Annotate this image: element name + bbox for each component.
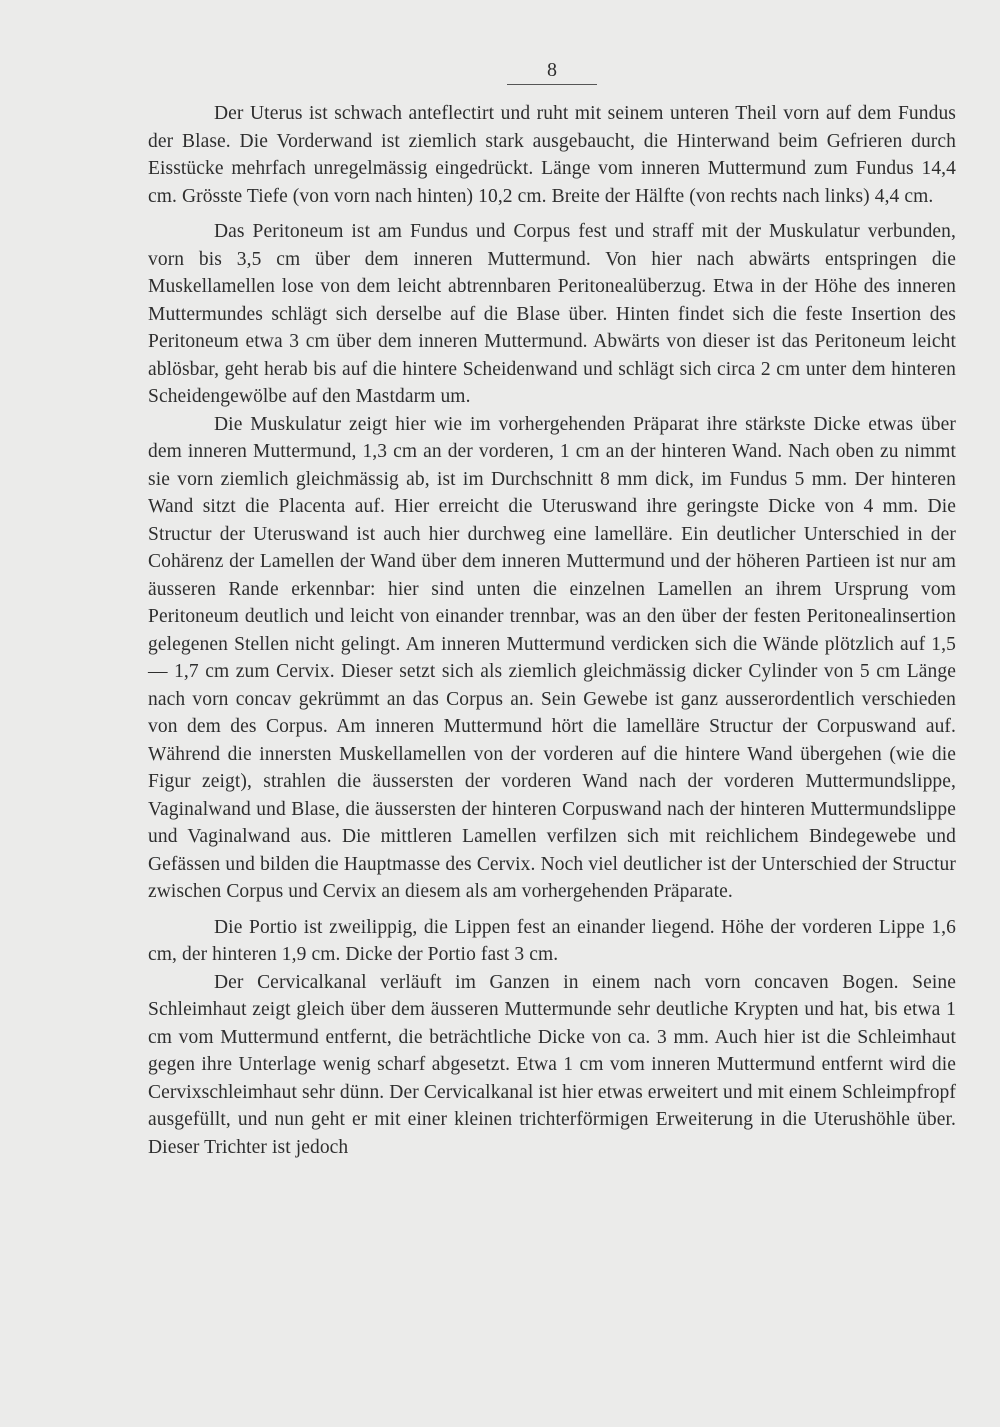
- body-text: [148, 100, 956, 1161]
- page-number: 8: [507, 58, 597, 85]
- paragraph-muskulatur: Die Muskulatur zeigt hier wie im vorhergehenden Präparat ihre stärkste Dicke etwas über dem inneren Muttermund, 1,3 cm an der vorderen, 1 cm an der hinteren Wand. Nach oben zu nimmt sie vorn ziemlich gleichmässig ab, ist im Durchschnitt 8 mm dick, im Fundus 5 mm. Der hinteren Wand sitzt die Placenta auf. Hier erreicht die Uteruswand ihre geringste Dicke von 4 mm. Die Structur der Uteruswand ist auch hier durchweg eine lamelläre. Ein deutlicher Unterschied in der Cohärenz der Lamellen der Wand über dem inneren Muttermund und der höheren Partieen ist nur am äusseren Rande erkennbar: hier sind unten die einzelnen Lamellen an ihrem Ursprung vom Peritoneum deutlich und leicht von einander trennbar, was an den über der festen Peritonealinsertion gelegenen Stellen nicht gelingt. Am inneren Muttermund verdicken sich die Wände plötzlich auf 1,5 — 1,7 cm zum Cervix. Dieser setzt sich als ziemlich gleichmässig dicker Cylinder von 5 cm Länge nach vorn concav gekrümmt an das Corpus an. Sein Gewebe ist ganz ausserordentlich verschieden von dem des Corpus. Am inneren Muttermund hört die lamelläre Structur der Corpuswand auf. Während die innersten Muskellamellen von der vorderen auf die hintere Wand übergehen (wie die Figur zeigt), strahlen die äussersten der vorderen Wand nach der vorderen Muttermundslippe, Vaginalwand und Blase, die äussersten der hinteren Corpuswand nach der hinteren Muttermundslippe und Vaginalwand aus. Die mittleren Lamellen verfilzen sich mit reichlichem Bindegewebe und Gefässen und bilden die Hauptmasse des Cervix. Noch viel deutlicher ist der Unterschied der Structur zwischen Corpus und Cervix an diesem als am vorhergehenden Präparate.: [148, 413, 956, 902]
- paragraph-peritoneum: Das Peritoneum ist am Fundus und Corpus fest und straff mit der Muskulatur verbunden, vorn bis 3,5 cm über dem inneren Muttermund. Von hier nach abwärts entspringen die Muskellamellen lose von dem leicht abtrennbaren Peritonealüberzug. Etwa in der Höhe des inneren Muttermundes schlägt sich derselbe auf die Blase über. Hinten findet sich die feste Insertion des Peritoneum etwa 3 cm über dem inneren Muttermund. Abwärts von dieser ist das Peritoneum leicht ablösbar, geht herab bis auf die hintere Scheidenwand und schlägt sich circa 2 cm unter dem hinteren Scheidengewölbe auf den Mastdarm um.: [148, 221, 956, 407]
- paragraph-portio: Die Portio ist zweilippig, die Lippen fest an einander liegend. Höhe der vorderen Lippe 1,6 cm, der hinteren 1,9 cm. Dicke der Portio fast 3 cm.: [148, 916, 956, 965]
- paragraph-cervicalkanal: Der Cervicalkanal verläuft im Ganzen in einem nach vorn concaven Bogen. Seine Schleimhaut zeigt gleich über dem äusseren Muttermunde sehr deutliche Krypten und hat, bis etwa 1 cm vom Muttermund entfernt, die beträchtliche Dicke von ca. 3 mm. Auch hier ist die Schleimhaut gegen ihre Unterlage wenig scharf abgesetzt. Etwa 1 cm vom inneren Muttermund entfernt wird die Cervixschleimhaut sehr dünn. Der Cervicalkanal ist hier etwas erweitert und mit einem Schleimpfropf ausgefüllt, und nun geht er mit einer kleinen trichterförmigen Erweiterung in die Uterushöhle über. Dieser Trichter ist jedoch: [148, 971, 956, 1158]
- paragraph-uterus-position: Der Uterus ist schwach anteflectirt und ruht mit seinem unteren Theil vorn auf dem Fundus der Blase. Die Vorderwand ist ziemlich stark ausgebaucht, die Hinterwand beim Gefrieren durch Eisstücke mehrfach unregelmässig eingedrückt. Länge vom inneren Muttermund zum Fundus 14,4 cm. Grösste Tiefe (von vorn nach hinten) 10,2 cm. Breite der Hälfte (von rechts nach links) 4,4 cm.: [148, 103, 956, 207]
